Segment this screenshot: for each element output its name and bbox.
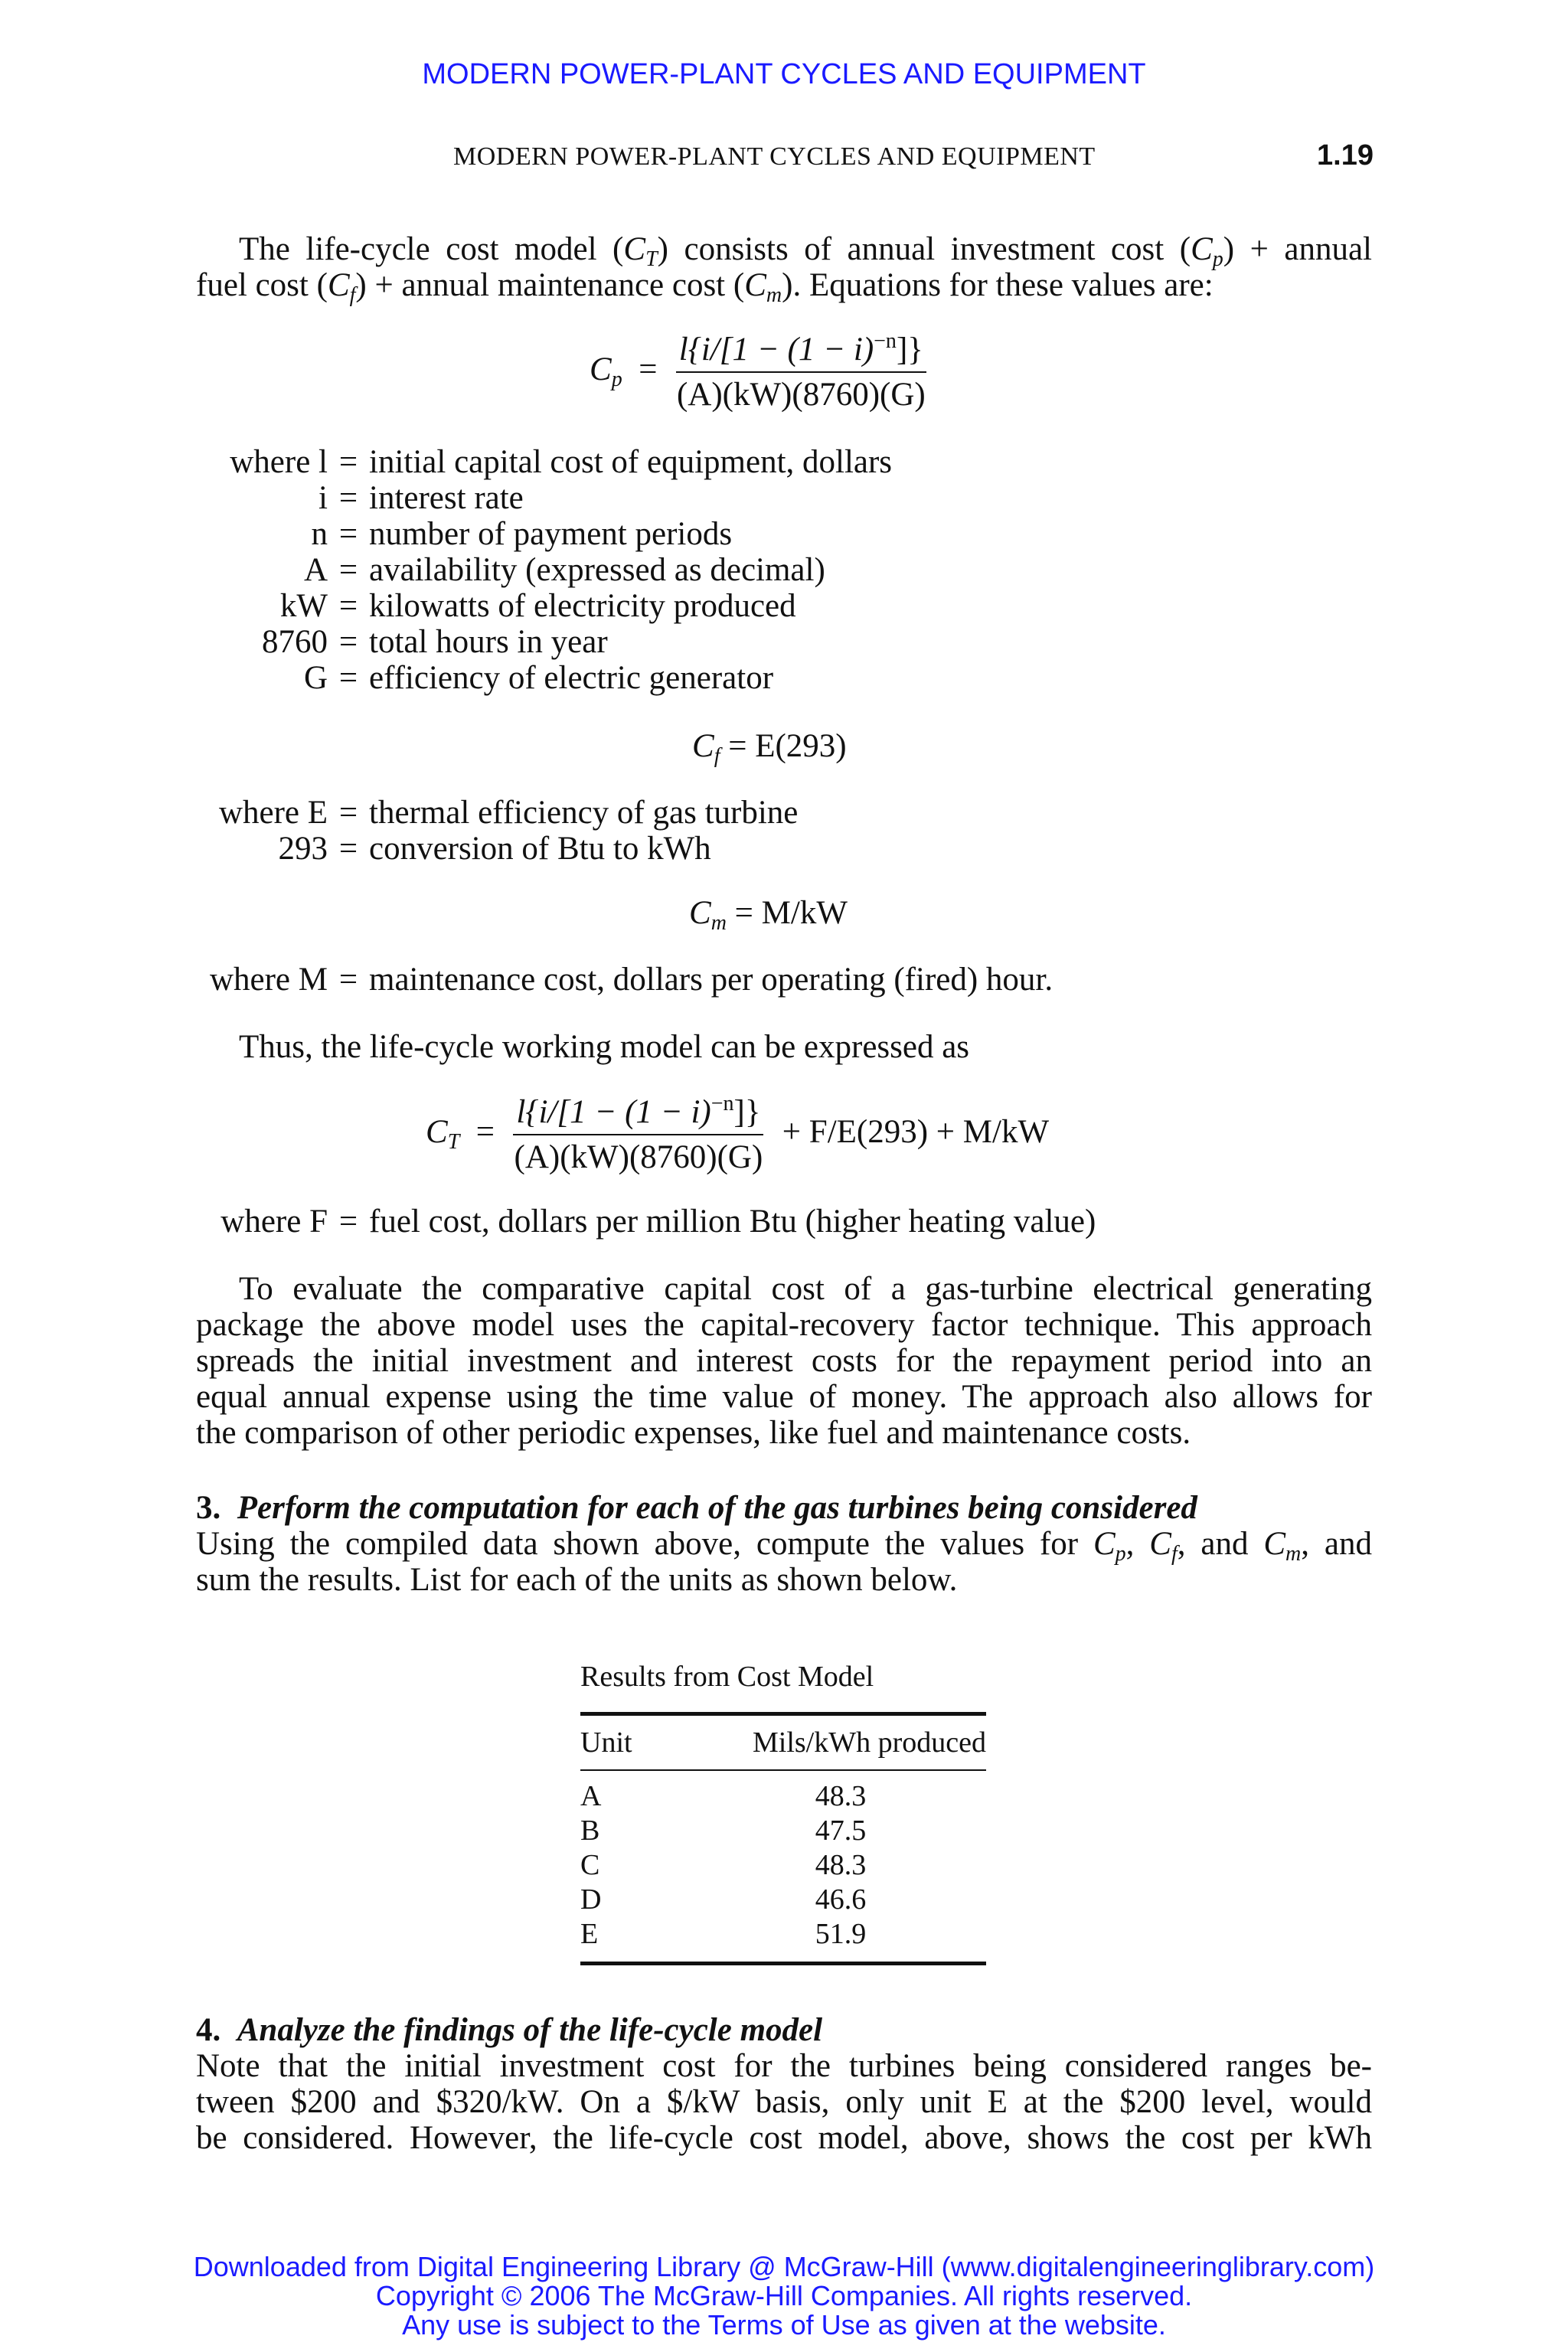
paragraph-line: equal annual expense using the time value of money. The approach also allows for [196, 1379, 1372, 1415]
ct-numerator: l{i/[1 − (1 − i) [516, 1094, 711, 1130]
step4-number: 4. [196, 2012, 221, 2048]
cm-rhs: = M/kW [734, 895, 848, 931]
cm-definition [196, 962, 1053, 998]
definition-symbol: kW [279, 588, 328, 624]
step4-heading: Analyze the findings of the life-cycle model [237, 2012, 823, 2048]
definition-row [196, 444, 892, 480]
definition-row [196, 795, 798, 831]
definition-row [196, 552, 892, 588]
definition-symbol: i [318, 480, 328, 516]
paragraph-line: spreads the initial investment and interest costs for the repayment period into an [196, 1343, 1372, 1379]
equals-sign: = [338, 588, 358, 624]
equals-sign: = [338, 624, 358, 660]
equals-sign: = [338, 1204, 358, 1240]
definition-symbol: where M [209, 962, 328, 998]
table-row [580, 1882, 986, 1916]
definition-symbol: where E [218, 795, 328, 831]
definition-row [196, 588, 892, 624]
definition-symbol: n [311, 516, 328, 552]
footer-download-link[interactable]: Downloaded from Digital Engineering Library @ McGraw-Hill (www.digitalengineeringlibrary.com) [193, 2251, 1375, 2282]
paragraph-line: the comparison of other periodic expenses, like fuel and maintenance costs. [196, 1415, 1191, 1451]
table-body [580, 1771, 986, 1962]
footer-copyright: Copyright © 2006 The McGraw-Hill Companies. All rights reserved. [375, 2280, 1193, 2311]
ct-denominator: (A)(kW)(8760)(G) [514, 1139, 763, 1175]
unit-cell: A [580, 1779, 602, 1812]
definition-text: efficiency of electric generator [369, 660, 774, 696]
definition-text: initial capital cost of equipment, dollars [369, 444, 893, 480]
definition-text: kilowatts of electricity produced [369, 588, 796, 624]
equals-sign: = [338, 444, 358, 480]
definition-symbol: where l [230, 444, 328, 480]
footer-terms[interactable]: Any use is subject to the Terms of Use as given at the website. [402, 2309, 1166, 2341]
unit-cell: E [580, 1917, 599, 1950]
paragraph-line: tween $200 and $320/kW. On a $/kW basis, only unit E at the $200 level, would [196, 2084, 1372, 2120]
value-cell: 46.6 [815, 1883, 867, 1916]
equals-sign: = [338, 795, 358, 831]
value-cell: 48.3 [815, 1779, 867, 1812]
step4-section [196, 2012, 1372, 2156]
definition-row [196, 516, 892, 552]
ct-close: ]} [733, 1094, 761, 1130]
paragraph-line: be considered. However, the life-cycle cost model, above, shows the cost per kWh [196, 2120, 1372, 2156]
equals-sign: = [338, 962, 358, 998]
definition-row [196, 962, 1053, 998]
table-header-row [580, 1716, 986, 1771]
running-head: MODERN POWER-PLANT CYCLES AND EQUIPMENT [453, 142, 1096, 171]
definition-row [196, 660, 892, 696]
ct-definition [196, 1204, 1096, 1240]
equals-sign: = [338, 660, 358, 696]
definition-row [196, 480, 892, 516]
step3-heading: Perform the computation for each of the gas turbines being considered [237, 1490, 1197, 1526]
equals-sign: = [338, 480, 358, 516]
paragraph-line: To evaluate the comparative capital cost of a gas-turbine electrical generating [239, 1271, 1372, 1307]
definition-text: total hours in year [369, 624, 608, 660]
cf-definitions [196, 795, 798, 867]
equation-cp: $C_p$ = $\frac{l\{i/[1 - (1 - i)^{-n}]\}}{(A)(kW)(8760)(G)}$ [590, 331, 929, 413]
step3-section: 3. Perform the computation for each of the gas turbines being considered Using the compiled data shown above, compute the values for $C_p$, $C_f$, and $C_m$, and sum the results. List for each of the units as shown below. [196, 1490, 1372, 1598]
definition-symbol: G [303, 660, 328, 696]
table-header-value: Mils/kWh produced [752, 1726, 986, 1759]
results-table [580, 1660, 986, 1965]
unit-cell: B [580, 1814, 600, 1847]
equation-cf: $C_f = E(293)$ [692, 728, 847, 768]
definition-text: number of payment periods [369, 516, 733, 552]
table-row [580, 1916, 986, 1951]
definition-text: interest rate [369, 480, 524, 516]
equation-cm: $C_m = M/kW$ [689, 895, 848, 935]
cp-close: ]} [896, 332, 923, 368]
evaluate-paragraph [196, 1271, 1372, 1451]
unit-cell: C [580, 1848, 600, 1881]
unit-cell: D [580, 1883, 602, 1916]
value-cell: 47.5 [815, 1814, 867, 1847]
paragraph-line: Note that the initial investment cost for the turbines being considered ranges be- [196, 2048, 1372, 2084]
equation-ct: $C_T$ = $\frac{l\{i/[1 - (1 - i)^{-n}]\}}{(A)(kW)(8760)(G)}$ + F/E(293) + M/kW [426, 1092, 1050, 1175]
value-cell: 48.3 [815, 1848, 867, 1881]
definition-text: availability (expressed as decimal) [369, 552, 825, 588]
definition-text: maintenance cost, dollars per operating (fired) hour. [369, 962, 1054, 998]
thus-paragraph [196, 1029, 1372, 1065]
intro-paragraph: The life-cycle cost model $(C_T)$ consists of annual investment cost $(C_p)$ + annual fuel cost $(C_f)$ + annual maintenance cost $(C_m)$. Equations for these values are: [196, 231, 1373, 307]
table-row [580, 1813, 986, 1847]
thus-text: Thus, the life-cycle working model can be expressed as [239, 1029, 970, 1065]
table-caption: Results from Cost Model [580, 1661, 874, 1693]
step3-number: 3. [196, 1490, 221, 1526]
step3-line2: sum the results. List for each of the units as shown below. [196, 1562, 958, 1598]
value-cell: 51.9 [815, 1917, 867, 1950]
cf-rhs: = E(293) [728, 728, 847, 764]
equals-sign: = [338, 516, 358, 552]
page-number: 1.19 [1317, 139, 1374, 172]
equals-sign: = [338, 831, 358, 867]
paragraph-line: package the above model uses the capital-recovery factor technique. This approach [196, 1307, 1372, 1343]
equals-sign: = [338, 552, 358, 588]
definition-text: conversion of Btu to kWh [369, 831, 711, 867]
cp-numerator: l{i/[1 − (1 − i) [678, 332, 874, 368]
table-row [580, 1779, 986, 1813]
definition-symbol: 293 [278, 831, 328, 867]
cp-definitions [196, 444, 892, 696]
definition-row [196, 1204, 1096, 1240]
definition-text: thermal efficiency of gas turbine [369, 795, 799, 831]
definition-symbol: A [303, 552, 328, 588]
definition-text: fuel cost, dollars per million Btu (higher heating value) [369, 1204, 1096, 1240]
table-row [580, 1847, 986, 1882]
library-link-title[interactable]: MODERN POWER-PLANT CYCLES AND EQUIPMENT [422, 58, 1146, 90]
ct-exponent: −n [710, 1092, 734, 1116]
ct-rest: + F/E(293) + M/kW [782, 1113, 1050, 1150]
cp-denominator: (A)(kW)(8760)(G) [676, 377, 926, 413]
cp-exponent: −n [874, 329, 897, 353]
definition-symbol: 8760 [262, 624, 328, 660]
definition-row [196, 831, 798, 867]
definition-row [196, 624, 892, 660]
table-header-unit: Unit [580, 1726, 632, 1759]
definition-symbol: where F [220, 1204, 328, 1240]
